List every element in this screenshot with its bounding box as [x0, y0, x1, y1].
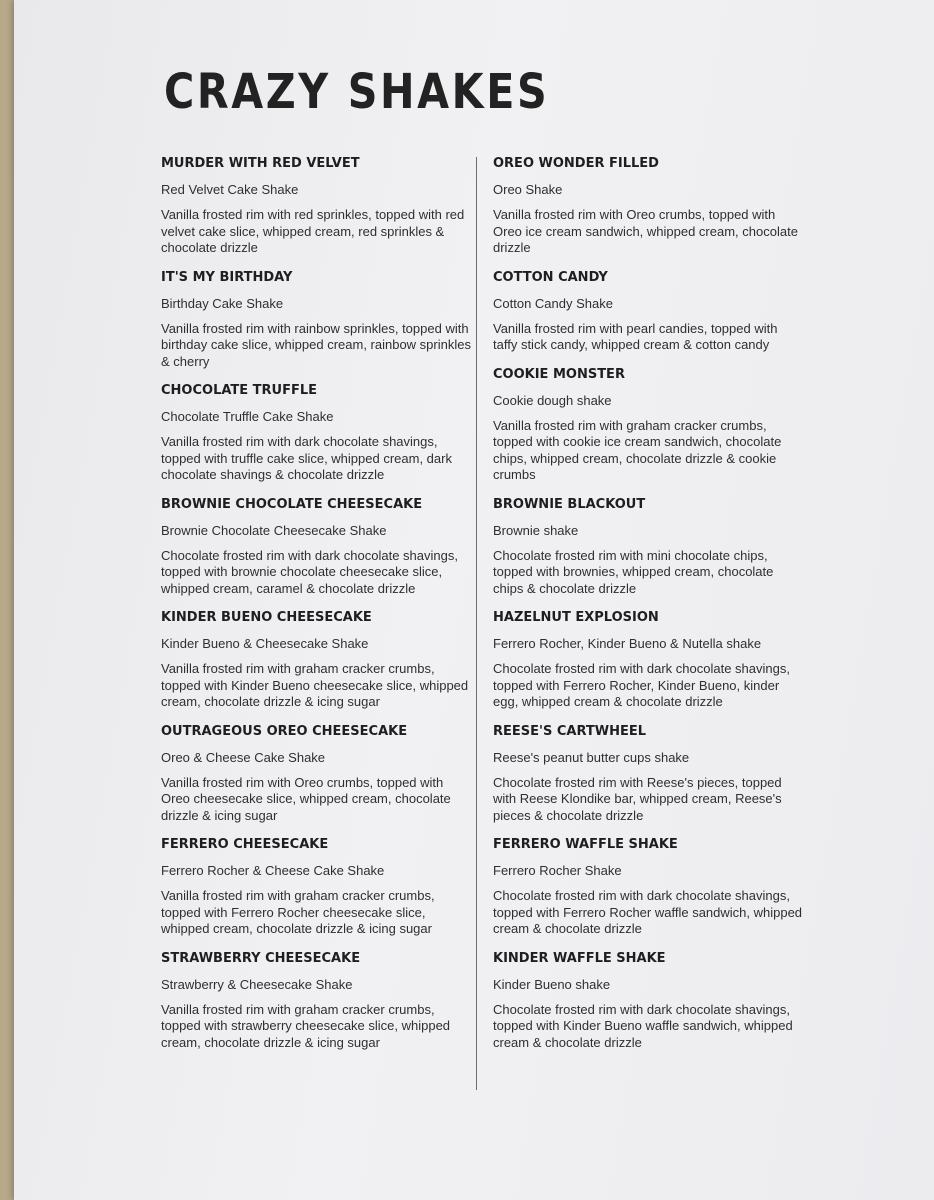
item-subtitle: Brownie Chocolate Cheesecake Shake: [161, 522, 387, 538]
item-description: Vanilla frosted rim with graham cracker crumbs, topped with Kinder Bueno cheesecake slice, whipped cream, chocolate drizzle & icing sugar: [161, 661, 469, 709]
item-description: Vanilla frosted rim with graham cracker crumbs, topped with cookie ice cream sandwich, chocolate chips, whipped cream, chocolate drizzle & cookie crumbs: [493, 417, 782, 482]
item-name: STRAWBERRY CHEESECAKE: [161, 950, 361, 966]
item-name: COOKIE MONSTER: [493, 366, 625, 382]
menu-item: [493, 155, 805, 257]
item-subtitle: Red Velvet Cake Shake: [161, 182, 299, 197]
item-description: Chocolate frosted rim with dark chocolate shavings, topped with brownie chocolate cheesecake slice, whipped cream, caramel & chocolate drizzle: [161, 547, 458, 596]
menu-page: [14, 0, 934, 1200]
item-subtitle: Strawberry & Cheesecake Shake: [161, 976, 353, 992]
menu-item: [161, 609, 473, 711]
item-subtitle: Reese's peanut butter cups shake: [493, 749, 690, 765]
item-description: Vanilla frosted rim with graham cracker crumbs, topped with strawberry cheesecake slice, whipped cream, chocolate drizzle & icing sugar: [161, 1001, 451, 1050]
menu-item: [161, 496, 473, 598]
item-name: BROWNIE CHOCOLATE CHEESECAKE: [161, 496, 423, 512]
item-name: KINDER BUENO CHEESECAKE: [161, 610, 372, 625]
item-description: Vanilla frosted rim with rainbow sprinkles, topped with birthday cake slice, whipped cream, rainbow sprinkles & cherry: [161, 320, 471, 369]
item-description: Vanilla frosted rim with red sprinkles, topped with red velvet cake slice, whipped cream, red sprinkles & chocolate drizzle: [161, 207, 465, 255]
item-name: MURDER WITH RED VELVET: [161, 156, 360, 171]
item-subtitle: Kinder Bueno shake: [493, 976, 611, 992]
item-description: Vanilla frosted rim with dark chocolate shavings, topped with truffle cake slice, whipped cream, dark chocolate shavings & chocolate drizzle: [161, 434, 452, 482]
item-subtitle: Oreo Shake: [493, 182, 563, 197]
item-subtitle: Ferrero Rocher Shake: [493, 863, 622, 878]
item-subtitle: Ferrero Rocher & Cheese Cake Shake: [161, 863, 385, 878]
right-column: [493, 155, 805, 1063]
menu-item: [493, 366, 805, 484]
item-name: OUTRAGEOUS OREO CHEESECAKE: [161, 723, 408, 739]
item-subtitle: Kinder Bueno & Cheesecake Shake: [161, 636, 369, 651]
item-description: Vanilla frosted rim with Oreo crumbs, topped with Oreo ice cream sandwich, whipped cream, chocolate drizzle: [493, 207, 798, 255]
menu-item: [493, 269, 805, 354]
item-name: KINDER WAFFLE SHAKE: [493, 950, 666, 966]
item-description: Chocolate frosted rim with dark chocolate shavings, topped with Ferrero Rocher, Kinder Bueno, kinder egg, whipped cream & chocolate drizzle: [493, 661, 790, 709]
item-subtitle: Ferrero Rocher, Kinder Bueno & Nutella shake: [493, 636, 762, 651]
item-name: FERRERO WAFFLE SHAKE: [493, 837, 678, 852]
item-subtitle: Cookie dough shake: [493, 392, 612, 408]
item-subtitle: Birthday Cake Shake: [161, 295, 284, 311]
menu-item: [493, 496, 805, 598]
menu-item: [161, 382, 473, 484]
menu-item: [161, 723, 473, 825]
item-name: BROWNIE BLACKOUT: [493, 496, 646, 512]
menu-item: [161, 950, 473, 1052]
item-description: Vanilla frosted rim with Oreo crumbs, topped with Oreo cheesecake slice, whipped cream, chocolate drizzle & icing sugar: [161, 774, 451, 823]
menu-item: [493, 723, 805, 825]
menu-item: [161, 269, 473, 371]
item-description: Chocolate frosted rim with Reese's pieces, topped with Reese Klondike bar, whipped cream, Reese's pieces & chocolate drizzle: [493, 774, 782, 823]
item-description: Vanilla frosted rim with pearl candies, topped with taffy stick candy, whipped cream & cotton candy: [493, 320, 778, 352]
item-description: Chocolate frosted rim with dark chocolate shavings, topped with Kinder Bueno waffle sandwich, whipped cream & chocolate drizzle: [493, 1001, 793, 1050]
item-subtitle: Brownie shake: [493, 522, 579, 538]
menu-item: [161, 155, 473, 257]
item-name: HAZELNUT EXPLOSION: [493, 610, 659, 625]
menu-item: [493, 836, 805, 938]
item-name: CHOCOLATE TRUFFLE: [161, 383, 318, 398]
item-subtitle: Oreo & Cheese Cake Shake: [161, 749, 326, 765]
item-name: IT'S MY BIRTHDAY: [161, 269, 293, 285]
left-column: [161, 155, 473, 1063]
menu-item: [493, 950, 805, 1052]
item-description: Chocolate frosted rim with mini chocolate chips, topped with brownies, whipped cream, chocolate chips & chocolate drizzle: [493, 547, 774, 596]
menu-item: [161, 836, 473, 938]
item-name: FERRERO CHEESECAKE: [161, 837, 329, 852]
item-subtitle: Chocolate Truffle Cake Shake: [161, 409, 334, 424]
menu-item: [493, 609, 805, 711]
item-description: Vanilla frosted rim with graham cracker crumbs, topped with Ferrero Rocher cheesecake slice, whipped cream, chocolate drizzle & icing sugar: [161, 888, 435, 936]
page-title: CRAZY SHAKES: [164, 64, 550, 120]
item-name: REESE'S CARTWHEEL: [493, 723, 647, 739]
item-subtitle: Cotton Candy Shake: [493, 295, 613, 311]
item-name: OREO WONDER FILLED: [493, 156, 659, 171]
column-divider: [476, 157, 477, 1090]
item-name: COTTON CANDY: [493, 269, 608, 285]
item-description: Chocolate frosted rim with dark chocolate shavings, topped with Ferrero Rocher waffle sandwich, whipped cream & chocolate drizzle: [493, 888, 803, 936]
